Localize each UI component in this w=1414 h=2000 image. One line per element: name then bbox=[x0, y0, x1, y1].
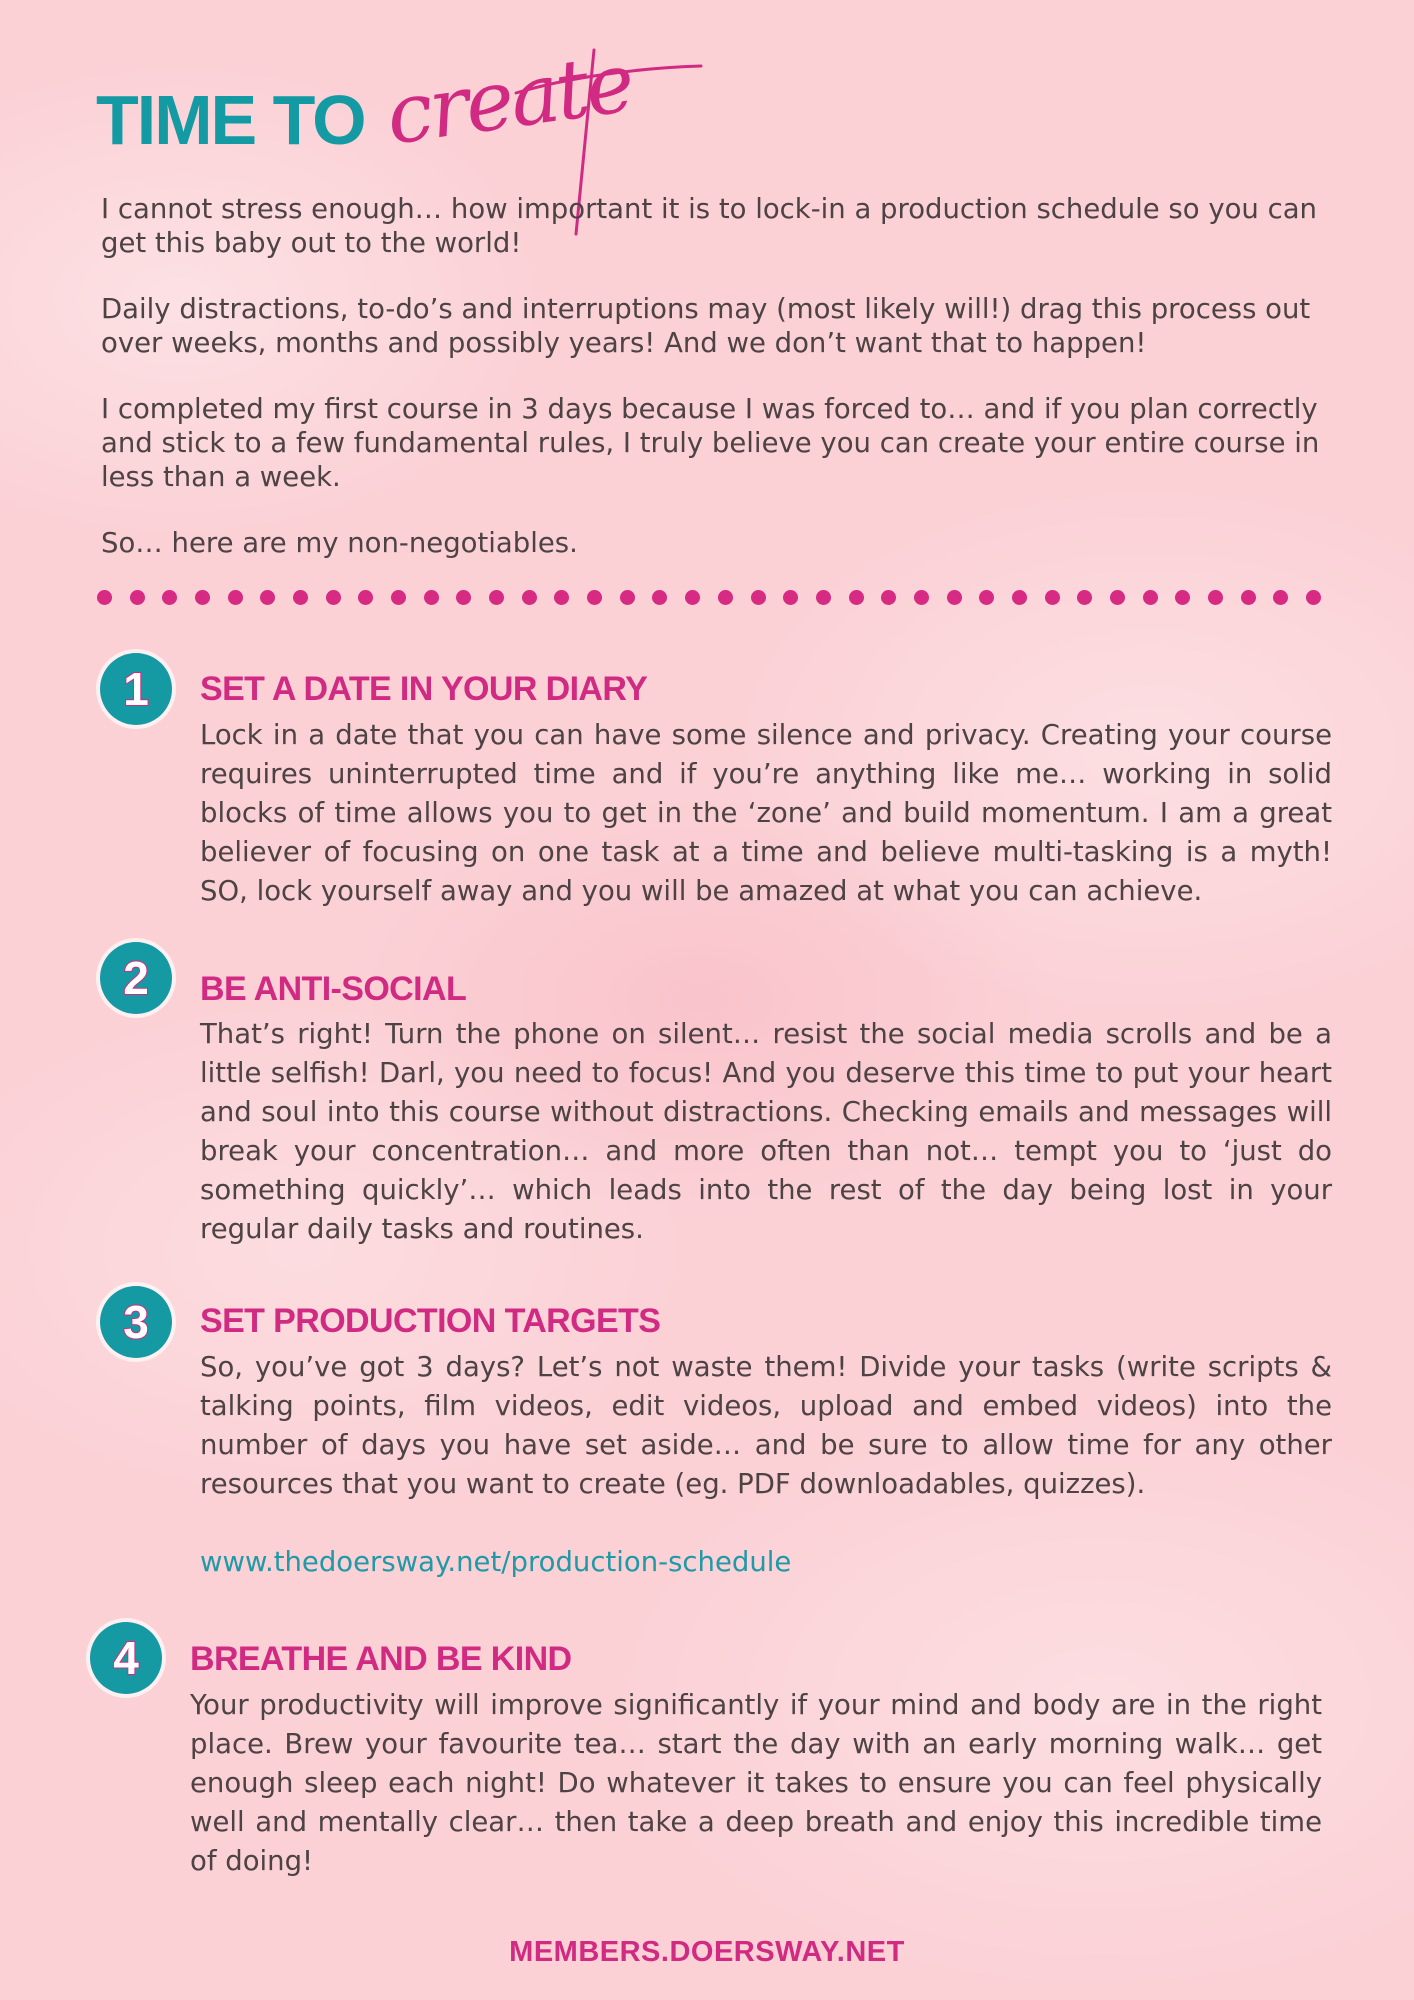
divider-dot bbox=[456, 590, 471, 605]
divider-dot bbox=[1208, 590, 1223, 605]
section-body: So, you’ve got 3 days? Let’s not waste them! Divide your tasks (write scripts & talking points, film videos, edit videos, upload and embed videos) into the number of days you have set aside… and be sure to allow time for any other resources that you want to create (eg. PDF downloadables, quizzes). bbox=[200, 1351, 1332, 1500]
divider-dot bbox=[751, 590, 766, 605]
divider-dot bbox=[1143, 590, 1158, 605]
divider-dot bbox=[554, 590, 569, 605]
divider-dot bbox=[489, 590, 504, 605]
section-title: BE ANTI-SOCIAL bbox=[200, 970, 467, 1008]
divider-dot bbox=[718, 590, 733, 605]
divider-dot bbox=[260, 590, 275, 605]
step-number: 1 bbox=[123, 663, 149, 715]
divider-dot bbox=[97, 590, 112, 605]
divider-dot bbox=[1241, 590, 1256, 605]
step-number: 2 bbox=[123, 952, 149, 1004]
intro bbox=[101, 192, 1333, 592]
divider-dot bbox=[326, 590, 341, 605]
divider-dot bbox=[522, 590, 537, 605]
section-title: BREATHE AND BE KIND bbox=[190, 1640, 572, 1678]
section-body: Lock in a date that you can have some silence and privacy. Creating your course requires uninterrupted time and if you’re anything like me… working in solid blocks of time allows you to get in the ‘zone’ and build momentum. I am a great believer of focusing on one task at a time and believe multi-tasking is a myth! SO, lock yourself away and you will be amazed at what you can achieve. bbox=[200, 719, 1332, 907]
divider-dot bbox=[1012, 590, 1027, 605]
divider-dot bbox=[1077, 590, 1092, 605]
divider-dot bbox=[685, 590, 700, 605]
divider-dot bbox=[293, 590, 308, 605]
divider-dot bbox=[652, 590, 667, 605]
intro-paragraph: I completed my first course in 3 days because I was forced to… and if you plan correctly and stick to a few fundamental rules, I truly believe you can create your entire course in less than a week. bbox=[101, 393, 1320, 493]
title-main-text: TIME TO bbox=[96, 81, 365, 159]
divider-dot bbox=[914, 590, 929, 605]
divider-dot bbox=[881, 590, 896, 605]
intro-paragraph: Daily distractions, to-do’s and interruptions may (most likely will!) drag this process out over weeks, months and possibly years! And we don’t want that to happen! bbox=[101, 293, 1311, 359]
production-schedule-link[interactable]: www.thedoersway.net/production-schedule bbox=[200, 1546, 792, 1578]
divider-dot bbox=[849, 590, 864, 605]
divider-dot bbox=[1273, 590, 1288, 605]
divider-dot bbox=[195, 590, 210, 605]
divider-dot bbox=[228, 590, 243, 605]
intro-paragraph: So… here are my non-negotiables. bbox=[101, 527, 578, 559]
title-script-text: create bbox=[380, 35, 638, 164]
divider-dot bbox=[783, 590, 798, 605]
divider-dot bbox=[1045, 590, 1060, 605]
divider-dot bbox=[979, 590, 994, 605]
step-number-badge bbox=[100, 942, 172, 1014]
step-number-badge bbox=[100, 1286, 172, 1358]
divider-dot bbox=[1175, 590, 1190, 605]
section-title: SET PRODUCTION TARGETS bbox=[200, 1302, 661, 1340]
divider-dot bbox=[620, 590, 635, 605]
section-body: That’s right! Turn the phone on silent… resist the social media scrolls and be a little selfish! Darl, you need to focus! And you deserve this time to put your heart and soul into this course without distractions. Checking emails and messages will break your concentration… and more often than not… tempt you to ‘just do something quickly’… which leads into the rest of the day being lost in your regular daily tasks and routines. bbox=[200, 1018, 1332, 1245]
footer-url[interactable]: MEMBERS.DOERSWAY.NET bbox=[509, 1936, 905, 1968]
step-number: 4 bbox=[113, 1632, 139, 1684]
divider-dot bbox=[162, 590, 177, 605]
dotted-divider bbox=[97, 590, 1321, 606]
section-body: Your productivity will improve significantly if your mind and body are in the right place. Brew your favourite tea… start the day with an early morning walk… get enough sleep each night! Do whatever it takes to ensure you can feel physically well and mentally clear… then take a deep breath and enjoy this incredible time of doing! bbox=[190, 1689, 1322, 1877]
divider-dot bbox=[130, 590, 145, 605]
step-number: 3 bbox=[123, 1296, 149, 1348]
divider-dot bbox=[587, 590, 602, 605]
divider-dot bbox=[1306, 590, 1321, 605]
divider-dot bbox=[358, 590, 373, 605]
step-number-badge bbox=[100, 653, 172, 725]
divider-dot bbox=[1110, 590, 1125, 605]
divider-dot bbox=[391, 590, 406, 605]
section-title: SET A DATE IN YOUR DIARY bbox=[200, 670, 648, 708]
divider-dot bbox=[424, 590, 439, 605]
step-number-badge bbox=[90, 1622, 162, 1694]
divider-dot bbox=[947, 590, 962, 605]
intro-paragraph: I cannot stress enough… how important it is to lock-in a production schedule so you can get this baby out to the world! bbox=[101, 193, 1317, 259]
page-title bbox=[96, 35, 696, 198]
divider-dot bbox=[816, 590, 831, 605]
